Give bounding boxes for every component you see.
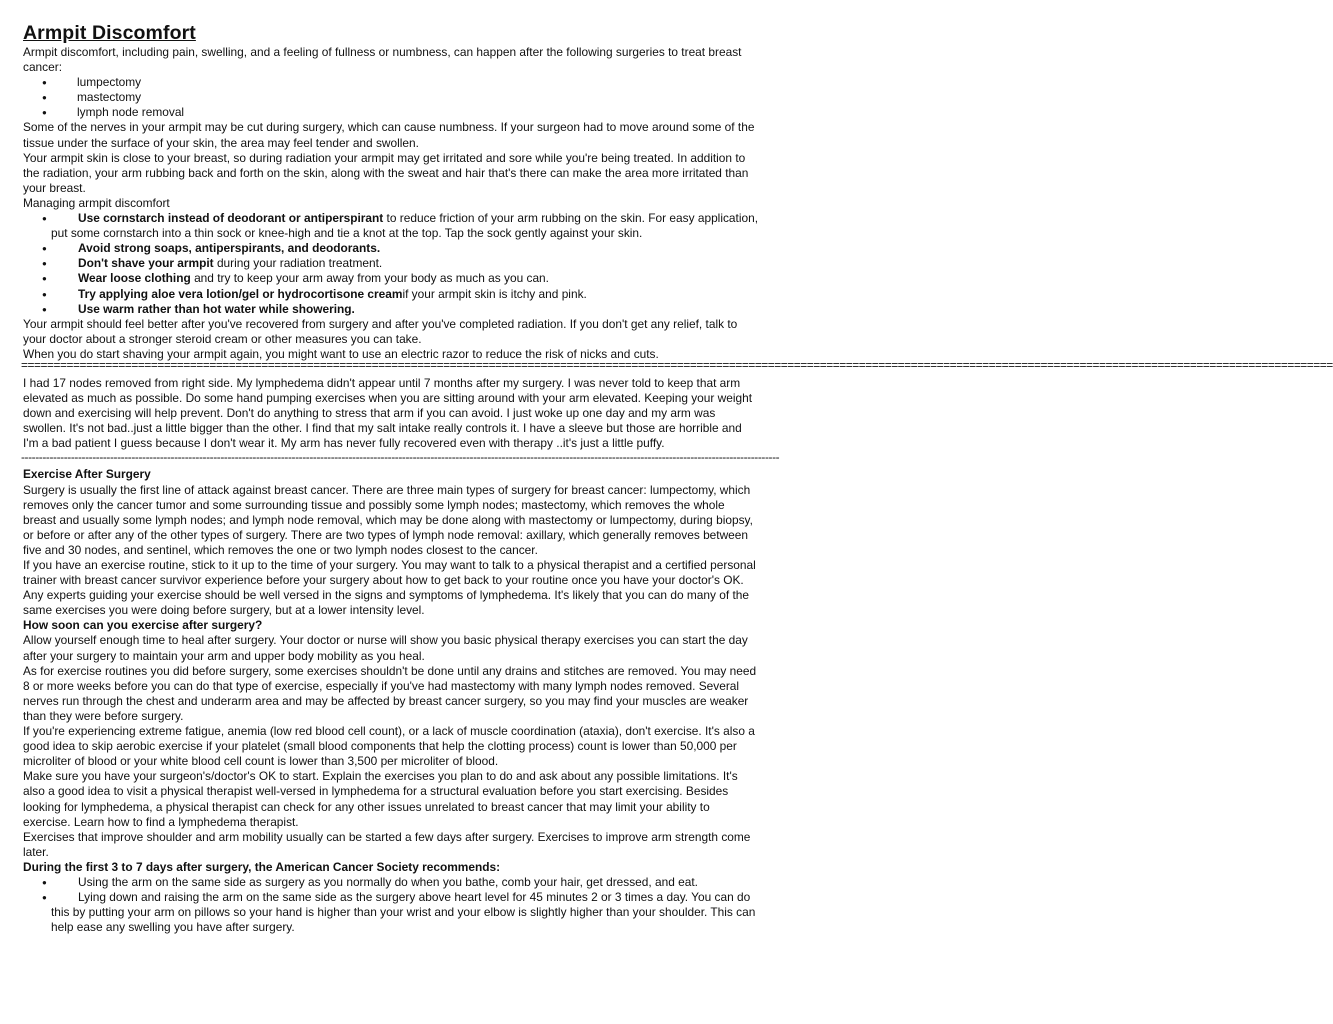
bullet-icon: ●: [42, 93, 47, 103]
double-separator: ==========================================================================================================================================================================================================: [21, 357, 1333, 372]
bullet-icon: ●: [42, 214, 47, 224]
list-item: ● Avoid strong soaps, antiperspirants, and deodorants.: [42, 241, 381, 256]
intro-paragraph: Armpit discomfort, including pain, swelling, and a feeling of fullness or numbness, can happen after the following surgeries to treat breast cancer:: [23, 45, 742, 75]
bullet-icon: ●: [42, 259, 47, 269]
list-item: ● Lying down and raising the arm on the same side as the surgery above heart level for 45 minutes 2 or 3 times a day. You can do this by putting your arm on pillows so your hand is higher than your wrist and your elbow is slightly higher than your shoulder. This can help ease any swelling you have after surgery.: [42, 890, 756, 935]
how-soon-paragraph-3: If you're experiencing extreme fatigue, anemia (low red blood cell count), or a lack of muscle coordination (ataxia), don't exercise. It's also a good idea to skip aerobic exercise if your platelet (small blood components that help the clotting process) count is lower than 50,000 per microliter of blood or your white blood cell count is lower than 3,500 per microliter of blood.: [23, 724, 755, 769]
dash-separator: ---------------------------------------------------------------------------------------------------------------------------------------------------------------------------------------------------------------------: [21, 450, 780, 465]
personal-paragraph: I had 17 nodes removed from right side. My lymphedema didn't appear until 7 months after my surgery. I was never told to keep that arm elevated as much as possible. Do some hand pumping exercises when you are sitting around with your arm elevated. Keeping your weight down and exercising will help prevent. Don't do anything to stress that arm if you can avoid. I just woke up one day and my arm was swollen. It's not bad..just a little bigger than the other. I find that my salt intake really controls it. I have a sleeve but those are horrible and I'm a bad patient I guess because I don't wear it. My arm has never fully recovered even with therapy ..it's just a little puffy.: [23, 375, 753, 451]
bullet-icon: ●: [42, 893, 47, 903]
surgery-list: [10, 75, 758, 120]
managing-tips-list: [10, 211, 758, 317]
how-soon-paragraph-1: Allow yourself enough time to heal after surgery. Your doctor or nurse will show you basic physical therapy exercises you can start the day after your surgery to maintain your arm and upper body mobility as you heal.: [23, 633, 748, 663]
how-soon-paragraph-2: As for exercise routines you did before surgery, some exercises shouldn't be done until any drains and stitches are removed. You may need 8 or more weeks before you can do that type of exercise, especially if you've had mastectomy with many lymph nodes removed. Several nerves run through the chest and underarm area and may be affected by breast cancer surgery, so you may find your muscles are weaker than they were before surgery.: [23, 663, 757, 723]
bullet-icon: ●: [42, 877, 47, 887]
bullet-icon: ●: [42, 274, 47, 284]
how-soon-heading: How soon can you exercise after surgery?: [23, 618, 263, 633]
list-item: ● mastectomy: [42, 90, 142, 105]
bullet-icon: ●: [42, 304, 47, 314]
exercise-paragraph-2: If you have an exercise routine, stick to it up to the time of your surgery. You may want to talk to a physical therapist and a certified personal trainer with breast cancer survivor experience before your surgery about how to get back to your routine once you have your doctor's OK. Any experts guiding your exercise should be well versed in the signs and symptoms of lymphedema. It's likely that you can do many of the same exercises you were doing before surgery, but at a lower intensity level.: [23, 558, 756, 618]
bullet-icon: ●: [42, 108, 47, 118]
list-item: ● Don't shave your armpit during your radiation treatment.: [42, 256, 383, 271]
first-days-heading: During the first 3 to 7 days after surgery, the American Cancer Society recommends:: [23, 859, 501, 874]
list-item: ● Use warm rather than hot water while showering.: [42, 301, 355, 316]
list-item: ● Try applying aloe vera lotion/gel or hydrocortisone creamif your armpit skin is itchy and pink.: [42, 286, 587, 301]
how-soon-paragraph-5: Exercises that improve shoulder and arm mobility usually can be started a few days after surgery. Exercises to improve arm strength come later.: [23, 829, 751, 859]
managing-heading: Managing armpit discomfort: [23, 195, 170, 210]
bullet-icon: ●: [42, 244, 47, 254]
bullet-icon: ●: [42, 289, 47, 299]
first-days-list: [10, 875, 758, 935]
page-title: Armpit Discomfort: [23, 22, 196, 44]
list-item: ● Use cornstarch instead of deodorant or antiperspirant to reduce friction of your arm rubbing on the skin. For easy application, put some cornstarch into a thin sock or knee-high and tie a knot at the top. Tap the sock gently against your skin.: [42, 211, 758, 241]
exercise-heading: Exercise After Surgery: [23, 467, 151, 482]
how-soon-paragraph-4: Make sure you have your surgeon's/doctor's OK to start. Explain the exercises you plan to do and ask about any possible limitations. It's also a good idea to visit a physical therapist well-versed in lymphedema for a structural evaluation before you start exercising. Besides looking for lymphedema, a physical therapist can check for any other issues unrelated to breast cancer that may limit your ability to exercise. Learn how to find a lymphedema therapist.: [23, 769, 738, 829]
list-item: ● Using the arm on the same side as surgery as you normally do when you bathe, comb your hair, get dressed, and eat.: [42, 874, 698, 889]
list-item: ● lymph node removal: [42, 105, 185, 120]
list-item: ● Wear loose clothing and try to keep your arm away from your body as much as you can.: [42, 271, 549, 286]
radiation-paragraph: Your armpit skin is close to your breast, so during radiation your armpit may get irritated and sore while you're being treated. In addition to the radiation, your arm rubbing back and forth on the skin, along with the sweat and hair that's there can make the area more irritated than your breast.: [23, 150, 749, 195]
nerves-paragraph: Some of the nerves in your armpit may be cut during surgery, which can cause numbness. If your surgeon had to move around some of the tissue under the surface of your skin, the area may feel tender and swollen.: [23, 120, 755, 150]
bullet-icon: ●: [42, 78, 47, 88]
recover-paragraph: Your armpit should feel better after you've recovered from surgery and after you've completed radiation. If you don't get any relief, talk to your doctor about a stronger steroid cream or other measures you can take.: [23, 316, 738, 346]
shaving-paragraph: When you do start shaving your armpit again, you might want to use an electric razor to reduce the risk of nicks and cuts.: [23, 346, 659, 361]
exercise-paragraph-1: Surgery is usually the first line of attack against breast cancer. There are three main types of surgery for breast cancer: lumpectomy, which removes only the cancer tumor and some surrounding tissue and possibly some lymph nodes; mastectomy, which removes the whole breast and usually some lymph nodes; and lymph node removal, which may be done along with mastectomy or lumpectomy, during biopsy, or before or after any of the other types of surgery. There are two types of lymph node removal: axillary, which generally removes between five and 30 nodes, and sentinel, which removes the one or two lymph nodes closest to the cancer.: [23, 482, 753, 557]
list-item: ● lumpectomy: [42, 75, 142, 90]
